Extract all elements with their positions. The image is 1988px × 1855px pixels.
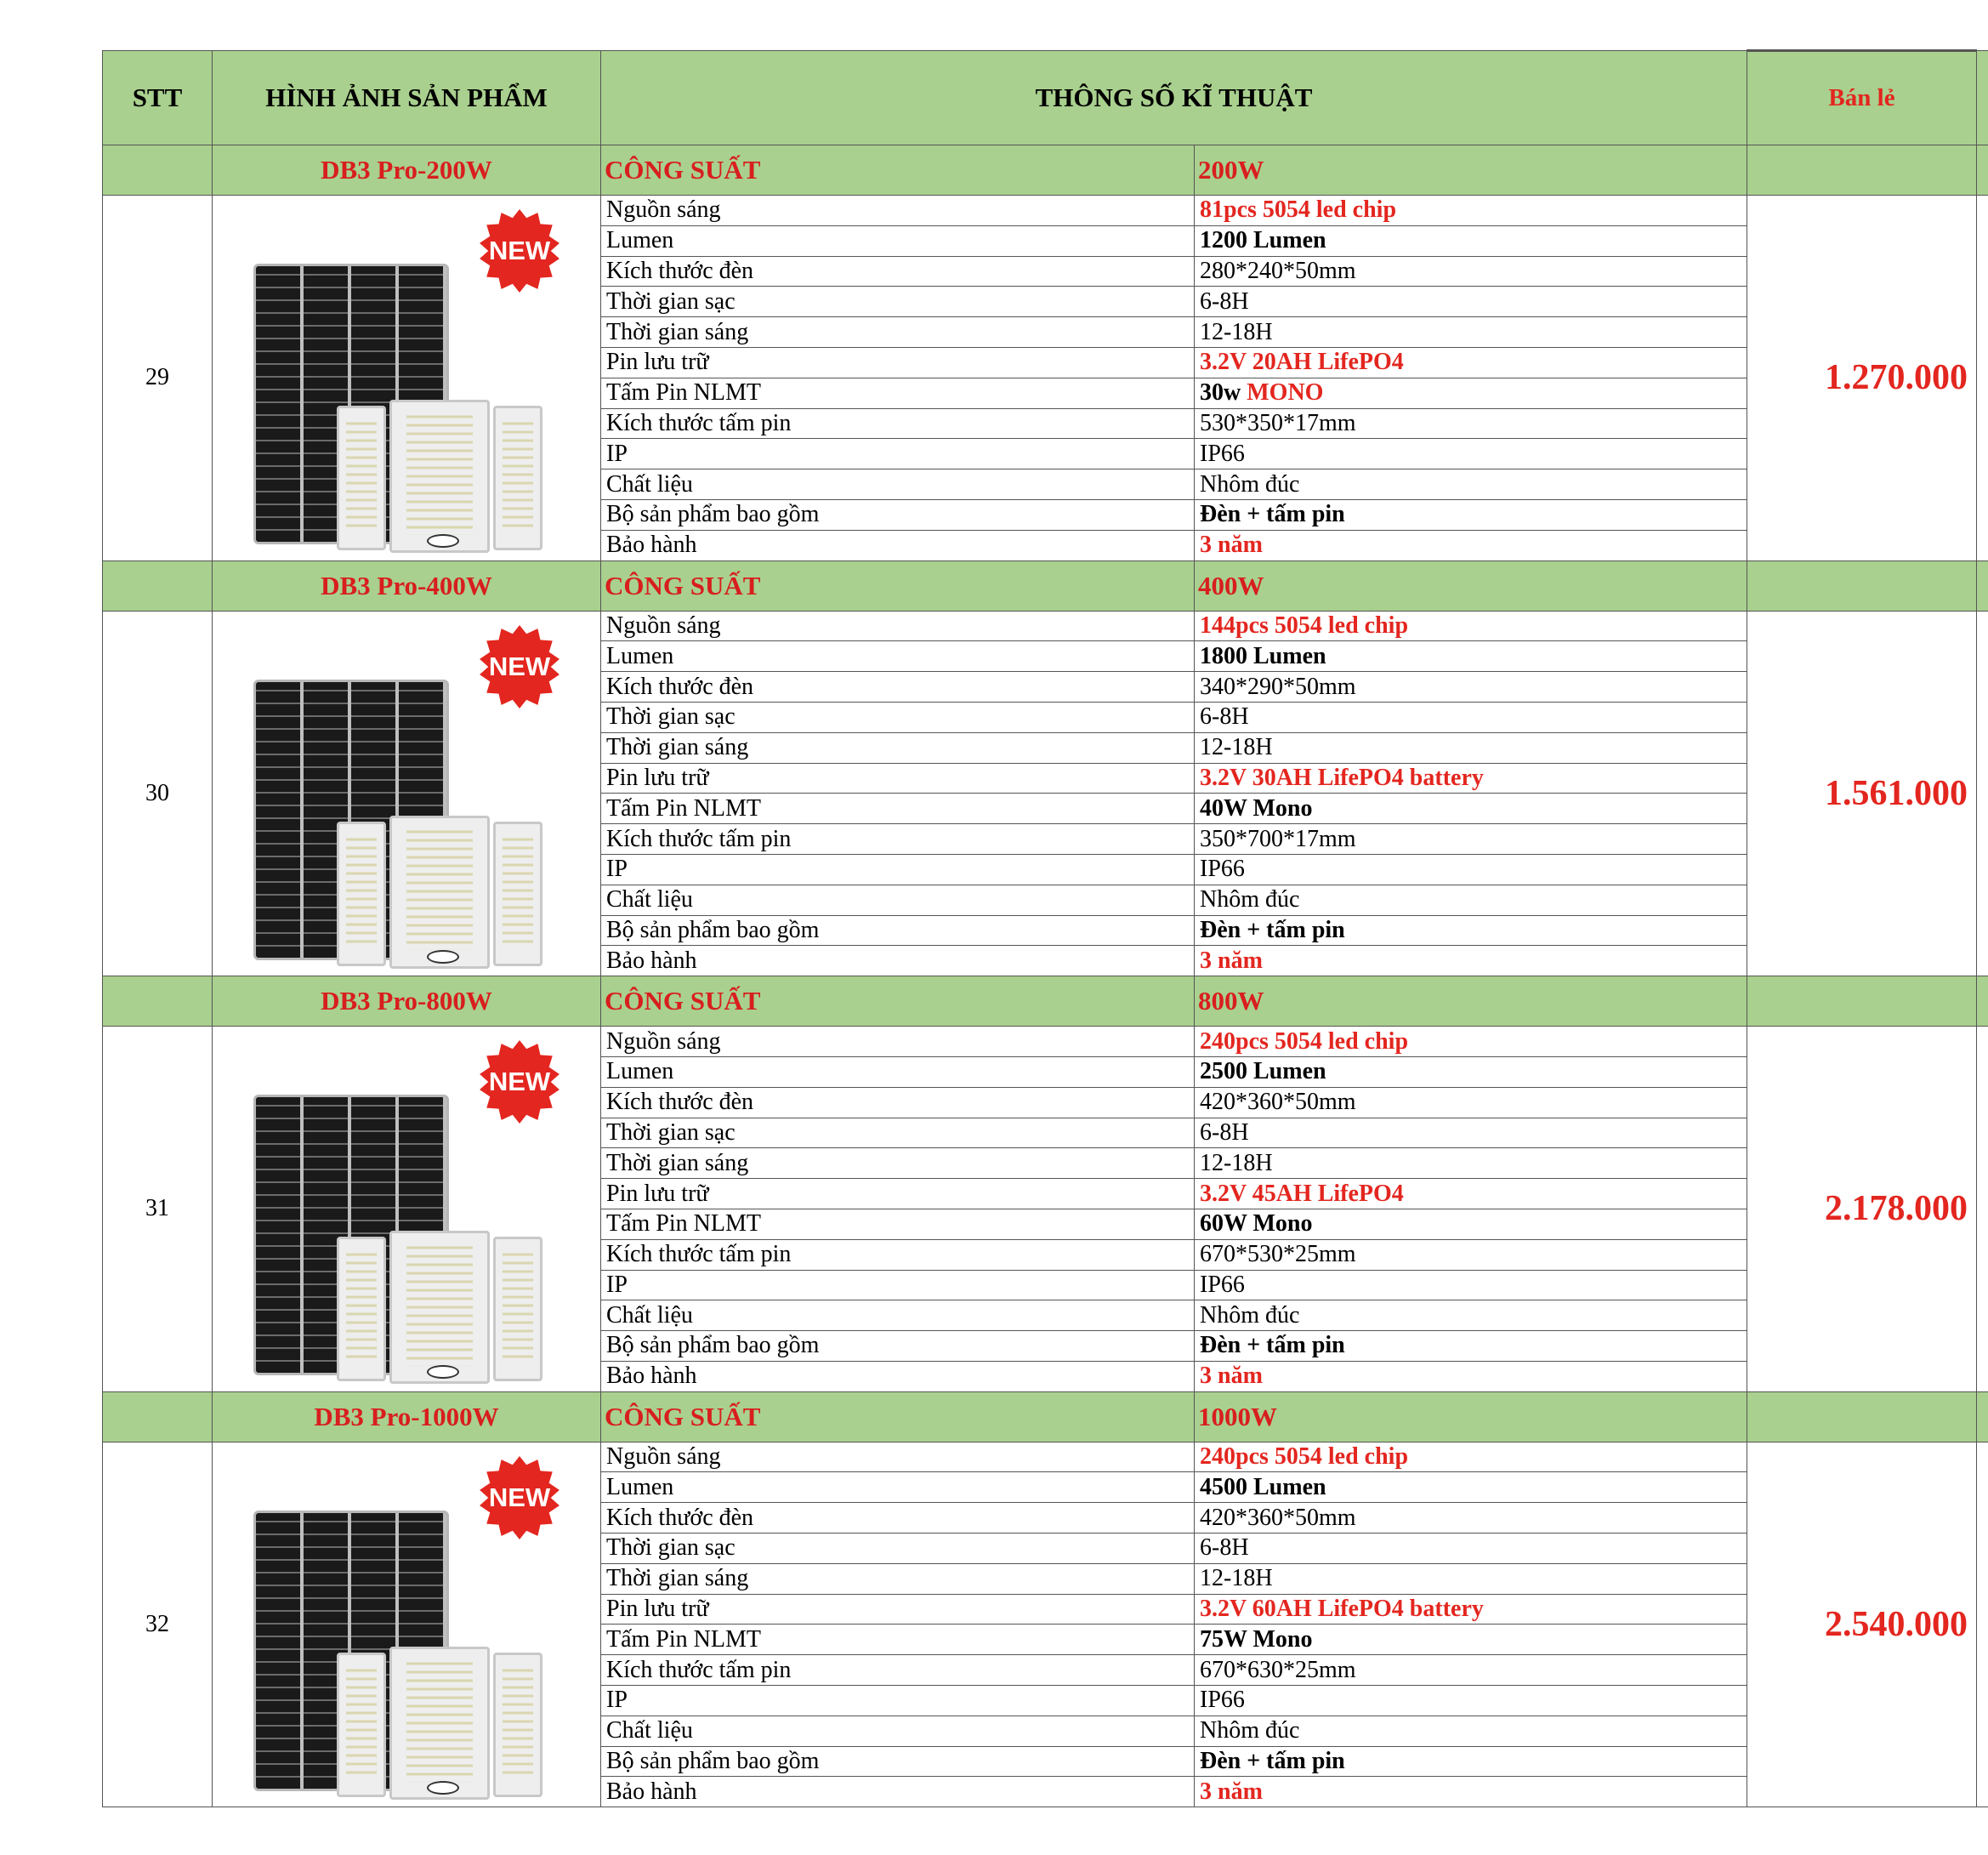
lamp-front-icon bbox=[389, 1231, 490, 1384]
spec-value: 12-18H bbox=[1195, 732, 1747, 763]
header-retail: Bán lẻ bbox=[1747, 51, 1977, 145]
product-image bbox=[213, 1027, 601, 1392]
new-badge bbox=[476, 1454, 563, 1541]
green-price-cell bbox=[1747, 976, 1977, 1027]
new-badge-label: NEW bbox=[488, 1067, 551, 1097]
spec-key: Lumen bbox=[601, 225, 1195, 256]
product-power-row bbox=[103, 1391, 1988, 1442]
spec-key: Nguồn sáng bbox=[601, 1027, 1195, 1057]
spec-value: 75W Mono bbox=[1195, 1625, 1747, 1655]
new-badge bbox=[476, 208, 563, 294]
retail-price: 2.540.000 bbox=[1747, 1442, 1977, 1807]
power-label: CÔNG SUẤT bbox=[601, 976, 1195, 1027]
row-number: 29 bbox=[103, 196, 213, 561]
spec-key: Bảo hành bbox=[601, 1777, 1195, 1807]
spec-key: Kích thước đèn bbox=[601, 672, 1195, 703]
spec-value: 6-8H bbox=[1195, 1118, 1747, 1148]
product-model: DB3 Pro-200W bbox=[213, 145, 601, 196]
spec-key: Bộ sản phẩm bao gồm bbox=[601, 1746, 1195, 1777]
spec-value: Nhôm đúc bbox=[1195, 1300, 1747, 1331]
spec-value: 60W Mono bbox=[1195, 1209, 1747, 1239]
spec-key: Tấm Pin NLMT bbox=[601, 1209, 1195, 1239]
power-label: CÔNG SUẤT bbox=[601, 145, 1195, 196]
product-image bbox=[213, 611, 601, 976]
spec-value: 340*290*50mm bbox=[1195, 672, 1747, 703]
spec-key: Tấm Pin NLMT bbox=[601, 794, 1195, 824]
product-image bbox=[213, 196, 601, 561]
spec-value: 420*360*50mm bbox=[1195, 1087, 1747, 1118]
lamp-side-icon bbox=[493, 406, 542, 550]
spec-value: 144pcs 5054 led chip bbox=[1195, 611, 1747, 641]
spec-value: 3.2V 60AH LifePO4 battery bbox=[1195, 1594, 1747, 1625]
extra-cell bbox=[1977, 1442, 1988, 1807]
power-value: 400W bbox=[1195, 560, 1747, 611]
lamp-front-icon bbox=[389, 1647, 490, 1800]
product-table bbox=[102, 49, 1988, 1807]
spec-key: Bộ sản phẩm bao gồm bbox=[601, 915, 1195, 946]
spec-key: Bảo hành bbox=[601, 946, 1195, 976]
lamp-side-icon bbox=[337, 406, 386, 550]
extra-cell bbox=[1977, 1027, 1988, 1392]
green-extra-cell bbox=[1977, 560, 1988, 611]
green-price-cell bbox=[1747, 1391, 1977, 1442]
spec-key: Tấm Pin NLMT bbox=[601, 1625, 1195, 1655]
spec-value: 4500 Lumen bbox=[1195, 1472, 1747, 1503]
solar-light-image bbox=[236, 199, 577, 556]
spec-value-main: 30w bbox=[1200, 379, 1241, 407]
spec-key: Kích thước tấm pin bbox=[601, 1655, 1195, 1686]
solar-light-image bbox=[236, 615, 577, 972]
spec-value: IP66 bbox=[1195, 854, 1747, 885]
spec-key: IP bbox=[601, 1686, 1195, 1716]
green-stt-cell bbox=[103, 1391, 213, 1442]
spec-value: 6-8H bbox=[1195, 1534, 1747, 1564]
spec-value: 1200 Lumen bbox=[1195, 225, 1747, 256]
lamp-side-icon bbox=[337, 1237, 386, 1381]
spec-value: 3.2V 45AH LifePO4 bbox=[1195, 1179, 1747, 1209]
green-price-cell bbox=[1747, 145, 1977, 196]
spec-value: 280*240*50mm bbox=[1195, 256, 1747, 287]
brand-logo-icon bbox=[427, 950, 459, 964]
spec-key: Tấm Pin NLMT bbox=[601, 378, 1195, 408]
table-body bbox=[103, 145, 1988, 1807]
spec-value: 81pcs 5054 led chip bbox=[1195, 196, 1747, 226]
spec-key: Bộ sản phẩm bao gồm bbox=[601, 1331, 1195, 1362]
product-power-row bbox=[103, 145, 1988, 196]
new-badge-label: NEW bbox=[488, 1482, 551, 1512]
spec-value: 6-8H bbox=[1195, 287, 1747, 317]
product-power-row bbox=[103, 560, 1988, 611]
spec-key: Kích thước tấm pin bbox=[601, 1239, 1195, 1270]
spec-key: Thời gian sáng bbox=[601, 1563, 1195, 1594]
spec-key: Thời gian sạc bbox=[601, 1534, 1195, 1564]
spec-key: Thời gian sáng bbox=[601, 1148, 1195, 1179]
green-extra-cell bbox=[1977, 976, 1988, 1027]
spec-value: 670*530*25mm bbox=[1195, 1239, 1747, 1270]
spec-key: Chất liệu bbox=[601, 1716, 1195, 1746]
spec-row bbox=[103, 611, 1988, 641]
spec-key: Kích thước tấm pin bbox=[601, 824, 1195, 855]
solar-light-image bbox=[236, 1030, 577, 1387]
spec-key: Pin lưu trữ bbox=[601, 763, 1195, 794]
product-image bbox=[213, 1442, 601, 1807]
spec-value: IP66 bbox=[1195, 439, 1747, 469]
spec-value: Nhôm đúc bbox=[1195, 1716, 1747, 1746]
green-extra-cell bbox=[1977, 145, 1988, 196]
new-badge bbox=[476, 1038, 563, 1125]
product-model: DB3 Pro-1000W bbox=[213, 1391, 601, 1442]
spec-key: Lumen bbox=[601, 641, 1195, 672]
green-stt-cell bbox=[103, 145, 213, 196]
spec-key: Thời gian sáng bbox=[601, 732, 1195, 763]
spec-value: 3 năm bbox=[1195, 1361, 1747, 1391]
spec-key: Nguồn sáng bbox=[601, 611, 1195, 641]
green-stt-cell bbox=[103, 560, 213, 611]
spec-key: Chất liệu bbox=[601, 885, 1195, 915]
spec-value: Đèn + tấm pin bbox=[1195, 1746, 1747, 1777]
product-model: DB3 Pro-800W bbox=[213, 976, 601, 1027]
power-label: CÔNG SUẤT bbox=[601, 1391, 1195, 1442]
solar-light-image bbox=[236, 1446, 577, 1803]
spec-key: Kích thước đèn bbox=[601, 256, 1195, 287]
spec-value: 3 năm bbox=[1195, 530, 1747, 560]
header-stt: STT bbox=[103, 51, 213, 145]
spec-value: 3 năm bbox=[1195, 1777, 1747, 1807]
spec-value: 12-18H bbox=[1195, 1563, 1747, 1594]
extra-cell bbox=[1977, 611, 1988, 976]
spec-value: 6-8H bbox=[1195, 702, 1747, 732]
spec-key: Pin lưu trữ bbox=[601, 347, 1195, 378]
header-extra bbox=[1977, 51, 1988, 145]
spec-key: Kích thước tấm pin bbox=[601, 408, 1195, 439]
retail-price: 2.178.000 bbox=[1747, 1027, 1977, 1392]
spec-value: 350*700*17mm bbox=[1195, 824, 1747, 855]
spec-key: Lumen bbox=[601, 1056, 1195, 1087]
spec-key: IP bbox=[601, 854, 1195, 885]
spec-value: Đèn + tấm pin bbox=[1195, 499, 1747, 530]
spec-value-accent: MONO bbox=[1241, 379, 1324, 407]
spec-value: 3.2V 20AH LifePO4 bbox=[1195, 347, 1747, 378]
spec-value: Nhôm đúc bbox=[1195, 885, 1747, 915]
row-number: 31 bbox=[103, 1027, 213, 1392]
lamp-front-icon bbox=[389, 816, 490, 969]
lamp-side-icon bbox=[493, 1653, 542, 1797]
spec-value: 240pcs 5054 led chip bbox=[1195, 1027, 1747, 1057]
row-number: 30 bbox=[103, 611, 213, 976]
spec-key: Lumen bbox=[601, 1472, 1195, 1503]
spec-row bbox=[103, 1027, 1988, 1057]
spec-value: 670*630*25mm bbox=[1195, 1655, 1747, 1686]
spec-value: Đèn + tấm pin bbox=[1195, 915, 1747, 946]
spec-value bbox=[1195, 378, 1747, 408]
extra-cell bbox=[1977, 196, 1988, 561]
spec-value: 1800 Lumen bbox=[1195, 641, 1747, 672]
lamp-side-icon bbox=[493, 1237, 542, 1381]
spec-value: IP66 bbox=[1195, 1270, 1747, 1300]
spec-key: IP bbox=[601, 1270, 1195, 1300]
power-value: 1000W bbox=[1195, 1391, 1747, 1442]
spec-key: Pin lưu trữ bbox=[601, 1594, 1195, 1625]
header-row bbox=[103, 51, 1988, 145]
lamp-side-icon bbox=[493, 822, 542, 966]
header-image: HÌNH ẢNH SẢN PHẨM bbox=[213, 51, 601, 145]
spec-key: IP bbox=[601, 439, 1195, 469]
retail-price: 1.561.000 bbox=[1747, 611, 1977, 976]
price-sheet bbox=[102, 49, 1988, 1807]
spec-key: Chất liệu bbox=[601, 469, 1195, 500]
lamp-front-icon bbox=[389, 400, 490, 553]
green-price-cell bbox=[1747, 560, 1977, 611]
spec-key: Pin lưu trữ bbox=[601, 1179, 1195, 1209]
spec-key: Thời gian sạc bbox=[601, 1118, 1195, 1148]
spec-value: 2500 Lumen bbox=[1195, 1056, 1747, 1087]
header-specs: THÔNG SỐ KĨ THUẬT bbox=[601, 51, 1747, 145]
power-value: 200W bbox=[1195, 145, 1747, 196]
spec-value: 12-18H bbox=[1195, 1148, 1747, 1179]
lamp-side-icon bbox=[337, 822, 386, 966]
row-number: 32 bbox=[103, 1442, 213, 1807]
spec-key: Chất liệu bbox=[601, 1300, 1195, 1331]
new-badge-label: NEW bbox=[488, 236, 551, 266]
spec-value: 40W Mono bbox=[1195, 794, 1747, 824]
spec-key: Bảo hành bbox=[601, 530, 1195, 560]
spec-value: 3.2V 30AH LifePO4 battery bbox=[1195, 763, 1747, 794]
spec-value: Nhôm đúc bbox=[1195, 469, 1747, 500]
spec-value: IP66 bbox=[1195, 1686, 1747, 1716]
new-badge-label: NEW bbox=[488, 651, 551, 681]
spec-value: 12-18H bbox=[1195, 317, 1747, 348]
spec-value: 3 năm bbox=[1195, 946, 1747, 976]
green-extra-cell bbox=[1977, 1391, 1988, 1442]
spec-value: 530*350*17mm bbox=[1195, 408, 1747, 439]
brand-logo-icon bbox=[427, 1781, 459, 1795]
spec-value: Đèn + tấm pin bbox=[1195, 1331, 1747, 1362]
power-label: CÔNG SUẤT bbox=[601, 560, 1195, 611]
spec-key: Bảo hành bbox=[601, 1361, 1195, 1391]
spec-key: Nguồn sáng bbox=[601, 1442, 1195, 1472]
green-stt-cell bbox=[103, 976, 213, 1027]
spec-key: Thời gian sạc bbox=[601, 287, 1195, 317]
spec-key: Kích thước đèn bbox=[601, 1503, 1195, 1534]
product-model: DB3 Pro-400W bbox=[213, 560, 601, 611]
retail-price: 1.270.000 bbox=[1747, 196, 1977, 561]
spec-key: Nguồn sáng bbox=[601, 196, 1195, 226]
product-power-row bbox=[103, 976, 1988, 1027]
spec-key: Thời gian sáng bbox=[601, 317, 1195, 348]
spec-row bbox=[103, 1442, 1988, 1472]
spec-key: Kích thước đèn bbox=[601, 1087, 1195, 1118]
spec-row bbox=[103, 196, 1988, 226]
spec-key: Thời gian sạc bbox=[601, 702, 1195, 732]
spec-value: 420*360*50mm bbox=[1195, 1503, 1747, 1534]
new-badge bbox=[476, 623, 563, 710]
lamp-side-icon bbox=[337, 1653, 386, 1797]
spec-key: Bộ sản phẩm bao gồm bbox=[601, 499, 1195, 530]
power-value: 800W bbox=[1195, 976, 1747, 1027]
spec-value: 240pcs 5054 led chip bbox=[1195, 1442, 1747, 1472]
